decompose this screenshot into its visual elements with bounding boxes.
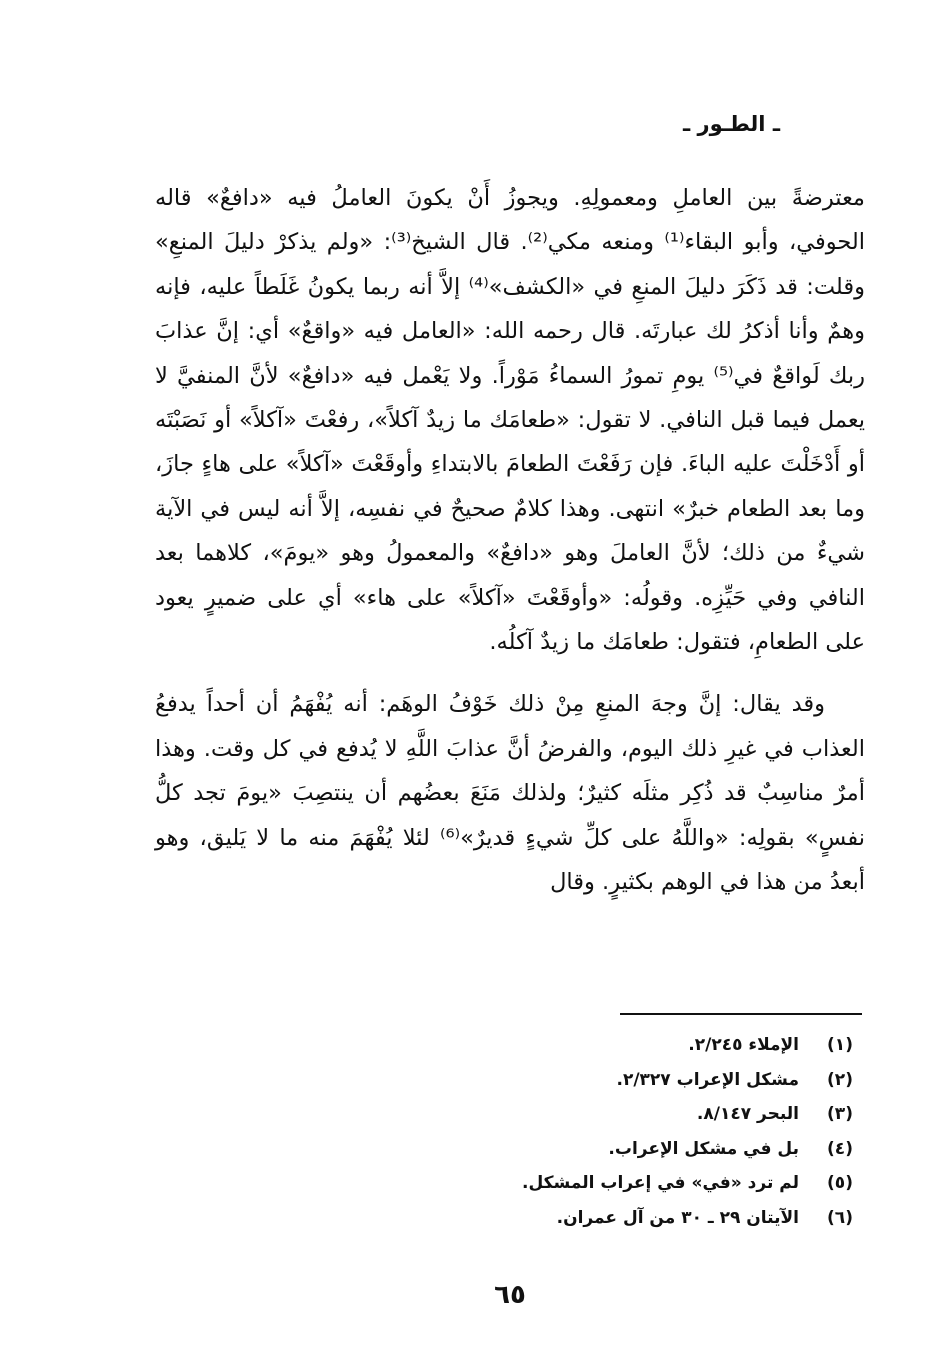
footnote-text: مشكل الإعراب ٢/٣٢٧. — [616, 1069, 799, 1090]
footnote-number: (٢) — [827, 1069, 853, 1090]
footnote-text: لم ترد «في» في إعراب المشكل. — [522, 1173, 799, 1194]
paragraph: معترضةً بين العاملِ ومعمولِهِ. ويجوزُ أَنْ يكونَ العاملُ فيه «دافعٌ» قاله الحوفي، وأبو البقاء⁽¹⁾ ومنعه مكي⁽²⁾. قال الشيخ⁽³⁾: «ولم يذكرْ دليلَ المنعِ» وقلت: قد ذَكَرَ دليلَ المنعِ في «الكشف»⁽⁴⁾ إلاَّ أنه ربما يكونُ غَلَطاً عليه، فإنه وهمٌ وأنا أذكرُ لك عبارتَه. قال رحمه الله: «العامل فيه «واقعٌ» أي: إنَّ عذابَ ربك لَواقعٌ في⁽⁵⁾ يومِ تمورُ السماءُ مَوْراً. ولا يَعْمل فيه «دافعٌ» لأنَّ المنفيَّ لا يعمل فيما قبل النافي. لا تقول: «طعامَك ما زيدٌ آكلاً»، رفعْتَ «آكلاً» أو نَصَبْتَه أو أَدْخَلْتَ عليه الباءَ. فإن رَفَعْتَ الطعامَ بالابتداءِ وأوقَعْتَ «آكلاً» على هاءٍ جازَ، وما بعد الطعام خبرٌ» انتهى. وهذا كلامٌ صحيحٌ في نفسِه، إلاَّ أنه ليس في الآية شيءٌ من ذلك؛ لأنَّ العاملَ وهو «دافعٌ» والمعمولُ وهو «يومَ»، كلاهما بعد النافي وفي حَيِّزِه. وقولُه: «وأوقَعْتَ «آكلاً» على هاء» أي على ضميرٍ يعود على الطعامِ، فتقول: طعامَك ما زيدٌ آكلُه. — [155, 185, 865, 656]
footnote-item — [155, 1201, 865, 1236]
footnote-item — [155, 1097, 865, 1132]
footnote-separator — [620, 1013, 862, 1015]
footnote-text: بل في مشكل الإعراب. — [608, 1138, 799, 1159]
footnote-text: البحر ٨/١٤٧. — [696, 1104, 799, 1125]
paragraph: وقد يقال: إنَّ وجهَ المنعِ مِنْ ذلك خَوْفُ الوهَم: أنه يُفْهَمُ أن أحداً يدفعُ العذاب في غيرِ ذلك اليوم، والفرضُ أنَّ عذابَ اللَّهِ لا يُدفع في كل وقت. وهذا أمرٌ مناسِبٌ قد ذُكِر مثلَه كثيرٌ؛ ولذلك مَنَعَ بعضُهم أن ينتصِبَ «يومَ تجد كلُّ نفسٍ» بقولِه: «واللَّهُ على كلِّ شيءٍ قديرٌ»⁽⁶⁾ لئلا يُفْهَمَ منه ما لا يَليق، وهو أبعدُ من هذا في الوهم بكثيرٍ. وقال — [155, 691, 865, 896]
footnote-item — [155, 1132, 865, 1167]
page-number: ٦٥ — [494, 1280, 526, 1310]
footnote-number: (٤) — [827, 1138, 853, 1159]
footnote-number: (٥) — [827, 1173, 853, 1194]
footnote-text: الآيتان ٢٩ ـ ٣٠ من آل عمران. — [556, 1207, 799, 1228]
footnote-number: (٣) — [827, 1104, 853, 1125]
footnote-item — [155, 1028, 865, 1063]
footnote-number: (١) — [827, 1035, 853, 1055]
footnote-item — [155, 1166, 865, 1201]
footnote-number: (٦) — [827, 1207, 853, 1228]
footnotes-list — [155, 1028, 865, 1236]
running-header: ـ الطـور ـ — [683, 112, 780, 136]
main-text — [155, 176, 865, 905]
footnote-item — [155, 1063, 865, 1098]
footnote-text: الإملاء ٢/٢٤٥. — [688, 1035, 799, 1055]
